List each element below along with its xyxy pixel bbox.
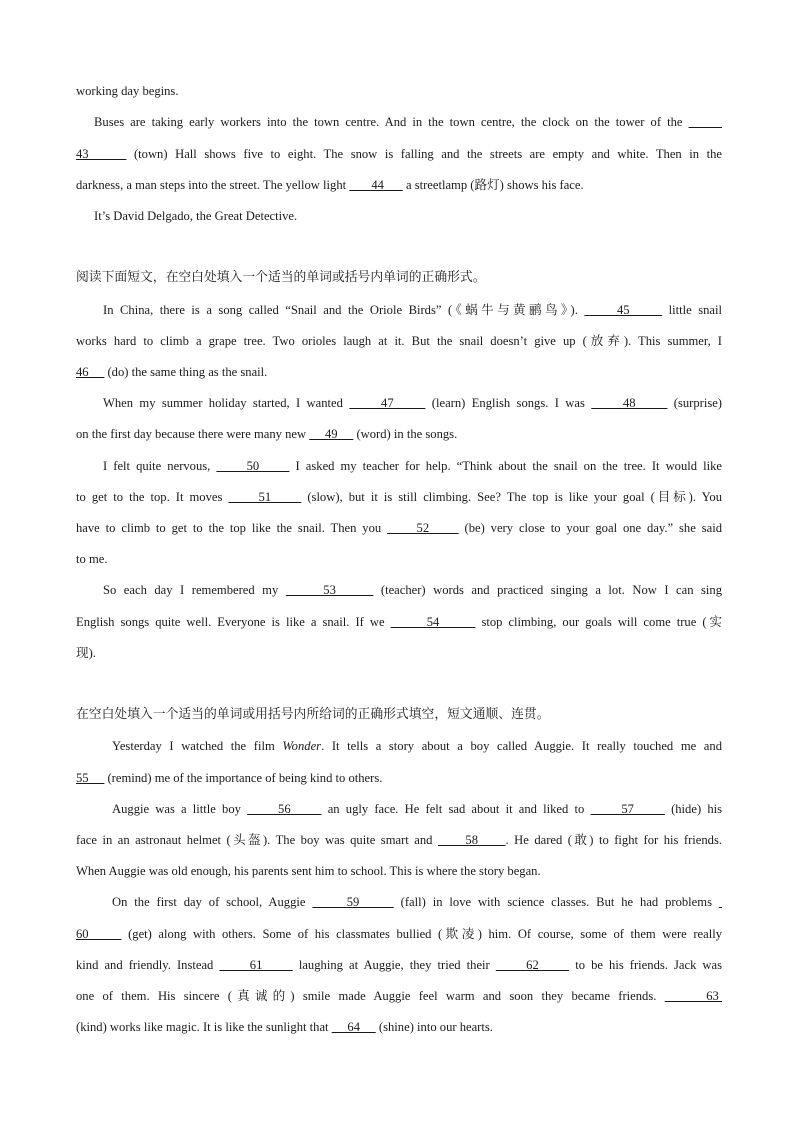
text-line xyxy=(76,988,722,1004)
line-text: (get) along with others. Some of his classmates bullied (欺凌) him. Of course, some of them were really xyxy=(121,927,722,941)
line-text: So each day I remembered my xyxy=(103,583,286,597)
line-text: on the first day because there were many new xyxy=(76,427,310,441)
line-text: In China, there is a song called “Snail and the Oriole Birds” (《蜗牛与黄鹂鸟》). xyxy=(103,303,585,317)
line-text: (teacher) words and practiced singing a lot. Now I can sing xyxy=(373,583,723,597)
text-line xyxy=(76,489,722,505)
blank-62[interactable]: 62 xyxy=(495,958,570,972)
line-text: Buses are taking early workers into the town centre. And in the town centre, the clock on the tower of the xyxy=(94,115,683,129)
line-text: (kind) works like magic. It is like the sunlight that xyxy=(76,1020,332,1034)
text-line xyxy=(76,863,722,879)
line-text: face in an astronaut helmet (头盔). The boy was quite smart and xyxy=(76,833,438,847)
line-text: one of them. His sincere (真诚的) smile made Auggie feel warm and soon they became friends. xyxy=(76,989,665,1003)
blank-50[interactable]: 50 xyxy=(216,459,290,473)
text-line xyxy=(76,333,722,349)
line-text: little snail xyxy=(662,303,723,317)
text-line xyxy=(76,302,722,318)
blank-45[interactable]: 45 xyxy=(584,303,663,317)
blank-43[interactable]: 43 xyxy=(76,147,127,161)
text-line xyxy=(76,208,722,224)
blank-51[interactable]: 51 xyxy=(228,490,302,504)
line-text: (slow), but it is still climbing. See? The top is like your goal (目标). You xyxy=(301,490,723,504)
text-line xyxy=(76,146,722,162)
text-line xyxy=(76,894,722,910)
text-line xyxy=(76,957,722,973)
line-text: (shine) into our hearts. xyxy=(375,1020,493,1034)
section-instruction: 阅读下面短文，在空白处填入一个适当的单词或括号内单词的正确形式。 xyxy=(76,270,486,285)
line-text: When my summer holiday started, I wanted xyxy=(103,396,350,410)
line-text: (be) very close to your goal one day.” she said xyxy=(458,521,722,535)
line-text: (word) in the songs. xyxy=(353,427,458,441)
blank-58[interactable]: 58 xyxy=(437,833,506,847)
text-line xyxy=(76,426,722,442)
blank-57[interactable]: 57 xyxy=(590,802,665,816)
line-text: have to climb to get to the top like the snail. Then you xyxy=(76,521,388,535)
line-text: darkness, a man steps into the street. The yellow light xyxy=(76,178,350,192)
blank-60[interactable]: 60 xyxy=(76,927,122,941)
blank-56[interactable]: 56 xyxy=(247,802,322,816)
line-text: (do) the same thing as the snail. xyxy=(104,365,268,379)
text-line xyxy=(76,926,722,942)
text-line xyxy=(76,738,722,754)
line-text: a streetlamp (路灯) shows his face. xyxy=(402,178,584,192)
line-text: Yesterday I watched the film xyxy=(112,739,283,753)
text-line xyxy=(76,458,722,474)
line-text: an ugly face. He felt sad about it and liked to xyxy=(321,802,591,816)
line-text: (remind) me of the importance of being kind to others. xyxy=(104,771,383,785)
section-instruction: 在空白处填入一个适当的单词或用括号内所给词的正确形式填空，短文通顺、连贯。 xyxy=(76,707,550,722)
text-line xyxy=(76,645,722,661)
line-text: On the first day of school, Auggie xyxy=(112,895,313,909)
text-line xyxy=(76,832,722,848)
blank-63[interactable]: 63 xyxy=(664,989,722,1003)
text-line xyxy=(76,770,722,786)
line-text: (fall) in love with science classes. But he had problems xyxy=(393,895,719,909)
text-line xyxy=(76,1019,722,1035)
text-line xyxy=(76,364,722,380)
blank-52[interactable]: 52 xyxy=(387,521,459,535)
blank-59[interactable]: 59 xyxy=(312,895,394,909)
text-line xyxy=(76,177,722,193)
blank-64[interactable]: 64 xyxy=(331,1020,376,1034)
blank-46[interactable]: 46 xyxy=(76,365,105,379)
text-line xyxy=(76,614,722,630)
blank-54[interactable]: 54 xyxy=(390,615,476,629)
text-line xyxy=(76,801,722,817)
text-line xyxy=(76,395,722,411)
blank-53[interactable]: 53 xyxy=(285,583,374,597)
line-text: works hard to climb a grape tree. Two orioles laugh at it. But the snail doesn’t give up (放弃). This summer, I xyxy=(76,334,722,348)
line-text: . He dared (敢) to fight for his friends. xyxy=(505,833,723,847)
blank-44[interactable]: 44 xyxy=(349,178,403,192)
line-text: (learn) English songs. I was xyxy=(425,396,592,410)
line-text: (surprise) xyxy=(667,396,723,410)
line-text: stop climbing, our goals will come true (实 xyxy=(475,615,722,629)
line-text: English songs quite well. Everyone is like a snail. If we xyxy=(76,615,391,629)
line-text: to get to the top. It moves xyxy=(76,490,229,504)
text-line xyxy=(76,83,722,99)
text-line xyxy=(76,520,722,536)
blank-47[interactable]: 47 xyxy=(349,396,426,410)
line-text: to be his friends. Jack was xyxy=(569,958,723,972)
line-text: Auggie was a little boy xyxy=(112,802,248,816)
blank-61[interactable]: 61 xyxy=(219,958,293,972)
line-text: I felt quite nervous, xyxy=(103,459,217,473)
blank-43-start[interactable] xyxy=(689,115,722,129)
blank-49[interactable]: 49 xyxy=(309,427,354,441)
line-text: . It tells a story about a boy called Auggie. It really touched me and xyxy=(321,739,722,753)
line-text: (town) Hall shows five to eight. The snow is falling and the streets are empty and white. Then in the xyxy=(126,147,723,161)
text-line xyxy=(76,551,722,567)
line-text: working day begins. xyxy=(76,84,179,98)
line-text: to me. xyxy=(76,552,108,566)
blank-48[interactable]: 48 xyxy=(591,396,668,410)
line-text: (hide) his xyxy=(664,802,723,816)
text-line xyxy=(76,114,722,130)
film-title: Wonder xyxy=(282,739,322,753)
blank-60-start[interactable] xyxy=(719,895,722,909)
line-text: 现). xyxy=(76,646,96,660)
line-text: laughing at Auggie, they tried their xyxy=(292,958,496,972)
line-text: It’s David Delgado, the Great Detective. xyxy=(94,209,298,223)
text-line xyxy=(76,582,722,598)
line-text: I asked my teacher for help. “Think about the snail on the tree. It would like xyxy=(289,459,722,473)
line-text: When Auggie was old enough, his parents sent him to school. This is where the story began. xyxy=(76,864,541,878)
blank-55[interactable]: 55 xyxy=(76,771,105,785)
line-text: kind and friendly. Instead xyxy=(76,958,220,972)
